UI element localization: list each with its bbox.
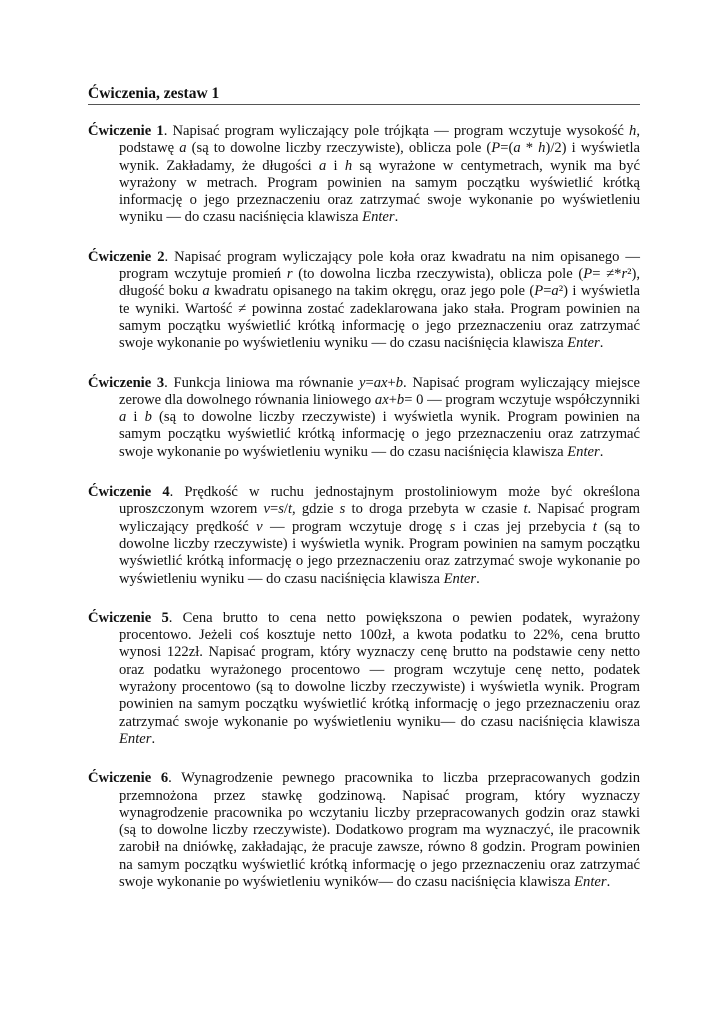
math-var: h xyxy=(629,123,637,139)
math-var: t xyxy=(523,501,528,518)
exercise-text: = xyxy=(543,283,552,300)
exercise-text: i czas jej przebycia xyxy=(455,518,593,535)
key-name: Enter xyxy=(567,443,600,460)
exercise-text: . xyxy=(476,570,480,587)
exercise-text: . xyxy=(599,443,604,460)
exercise-4 xyxy=(88,484,640,588)
exercise-text: (to dowolna liczba rzeczywista), oblicza pole ( xyxy=(292,266,584,283)
exercise-text: ²) i wyświetla te wyniki. Wartość ≠ powinna zostać zadeklarowana jako stała. Program powinien na samym początku wyświetlić krótką informację o jego przeznaczeniu oraz zatrzymać swoje wykonanie po wyświetleniu wyniku — do czasu naciśnięcia klawisza xyxy=(119,283,640,352)
exercise-label: Ćwiczenie xyxy=(88,248,152,265)
math-var: P xyxy=(491,140,501,157)
page-title: Ćwiczenia, zestaw 1 xyxy=(88,85,640,105)
exercise-text: . xyxy=(151,730,156,747)
math-var: t xyxy=(592,518,597,535)
exercise-text: (są to dowolne liczby rzeczywiste), oblicza pole ( xyxy=(186,140,492,157)
exercise-label: Ćwiczenie xyxy=(88,609,152,626)
exercise-1 xyxy=(88,123,640,227)
exercise-text: i xyxy=(326,157,345,174)
exercise-text: )/2) i wyświetla wynik. Zakładamy, że długości xyxy=(119,140,640,174)
exercise-text: , gdzie xyxy=(292,501,340,518)
key-name: Enter xyxy=(362,209,395,226)
math-var: a xyxy=(202,283,210,300)
exercise-text: = xyxy=(365,374,374,391)
exercise-text: to droga przebyta w czasie xyxy=(345,501,524,518)
exercise-label: Ćwiczenie xyxy=(88,770,152,787)
exercise-text: =( xyxy=(500,140,514,157)
math-var: b xyxy=(395,374,404,391)
exercise-text: . Wynagrodzenie pewnego pracownika to liczba przepracowanych godzin przemnożona przez stawkę godzinową. Napisać program, który wyznaczy wynagrodzenie pracownika po wczytaniu liczby przepracowanych godzin oraz stawki (są to dowolne liczby rzeczywiste). Dodatkowo program ma wyznaczyć, ile pracownik zarobił na dniówkę, zakładając, że pracuje zawsze, równo 8 godzin. Program powinien na samym początku wyświetlić krótką informację o jego przeznaczeniu oraz zatrzymać swoje wykonanie po wyświetleniu wyników— do czasu naciśnięcia klawisza xyxy=(119,770,641,890)
exercise-text: . xyxy=(599,335,604,352)
exercise-text: . Napisać program wyliczający pole koła oraz kwadratu na nim opisanego — program wczytuje promień xyxy=(119,248,640,283)
exercise-text: są wyrażone w centymetrach, wynik ma być wyrażony w metrach. Program powinien na samym początku wyświetlić krótką informację o jego przeznaczeniu oraz zatrzymać swoje wykonanie po wyświetleniu wyniku — do czasu naciśnięcia klawisza xyxy=(119,157,640,226)
exercise-label: Ćwiczenie xyxy=(88,374,152,391)
exercise-text: — program wczytuje drogę xyxy=(262,518,450,535)
exercise-text: . Funkcja liniowa ma równanie xyxy=(164,374,359,391)
exercise-text: ²), długość boku xyxy=(119,266,641,300)
math-var: ax xyxy=(373,374,388,391)
exercise-text: = xyxy=(269,501,279,518)
exercise-6 xyxy=(88,770,640,891)
exercise-text: . Prędkość w ruchu jednostajnym prostoliniowym może być określona uproszczonym wzorem xyxy=(119,484,640,518)
exercise-text: (są to dowolne liczby rzeczywiste) i wyświetla wynik. Program powinien na samym początku wyświetlić krótką informację o jego przeznaczeniu oraz zatrzymać swoje wykonanie po wyświetleniu wyniku — do czasu naciśnięcia klawisza xyxy=(119,409,640,460)
exercise-text: + xyxy=(388,391,397,408)
exercise-text: kwadratu opisanego na takim okręgu, oraz jego pole ( xyxy=(209,283,535,300)
exercise-label: Ćwiczenie xyxy=(88,484,152,501)
math-var: P xyxy=(583,266,593,283)
exercise-text: . Napisać program wyliczający pole trójkąta — program wczytuje wysokość xyxy=(163,123,630,139)
key-name: Enter xyxy=(119,730,152,747)
exercise-5 xyxy=(88,610,640,748)
exercise-list xyxy=(88,123,640,913)
exercise-text: . Napisać program wyliczający miejsce zerowe dla dowolnego równania liniowego xyxy=(119,374,640,408)
key-name: Enter xyxy=(567,335,600,352)
exercise-label: Ćwiczenie xyxy=(88,123,152,139)
math-var: P xyxy=(534,283,544,300)
exercise-number: 3 xyxy=(156,374,165,391)
exercise-text: . xyxy=(606,873,611,890)
math-var: s xyxy=(339,501,346,518)
exercise-text: * xyxy=(520,140,539,157)
exercise-text: = 0 — program wczytuje współczynniki xyxy=(404,391,640,408)
exercise-number: 5 xyxy=(161,609,169,626)
exercise-3 xyxy=(88,375,640,461)
math-var: s xyxy=(449,518,456,535)
math-var: a xyxy=(513,140,521,157)
math-var: h xyxy=(538,140,546,157)
math-var: ax xyxy=(374,391,389,408)
exercise-text: . Cena brutto to cena netto powiększona o pewien podatek, wyrażony procentowo. Jeżeli coś kosztuje netto 100zł, a kwota podatku to 22%, cena brutto wynosi 122zł. Napisać program, który wyznaczy cenę brutto na podstawie ceny netto oraz podatku wyrażonego procentowo — program wczytuje cenę netto, podatek wyrażony procentowo (są to dowolne liczby rzeczywiste) i wyświetla wynik. Program powinien na samym początku wyświetlić krótką informację o jego przeznaczeniu oraz zatrzymać swoje wykonanie po wyświetleniu wyniku— do czasu naciśnięcia klawisza xyxy=(119,609,640,730)
math-var: t xyxy=(287,501,293,518)
math-var: r xyxy=(286,266,293,283)
exercise-text: . xyxy=(394,209,399,226)
math-var: a xyxy=(179,140,187,157)
math-var: s xyxy=(278,501,284,518)
math-var: h xyxy=(344,157,353,174)
math-var: b xyxy=(396,391,405,408)
exercise-number: 1 xyxy=(156,123,164,139)
exercise-text: i xyxy=(126,409,145,426)
exercise-number: 2 xyxy=(157,248,165,265)
math-var: a xyxy=(551,283,559,300)
key-name: Enter xyxy=(443,570,477,587)
exercise-number: 6 xyxy=(160,770,169,787)
math-var: y xyxy=(359,374,366,391)
math-var: a xyxy=(318,157,327,174)
exercise-text: , podstawę xyxy=(119,123,640,157)
math-var: b xyxy=(144,409,152,426)
exercise-text: + xyxy=(387,374,396,391)
key-name: Enter xyxy=(574,873,607,890)
exercise-2 xyxy=(88,249,640,353)
exercise-text: (są to dowolne liczby rzeczywiste) i wyświetla wynik. Program powinien na samym początku wyświetlić krótką informację o jego przeznaczeniu oraz zatrzymać swoje wykonanie po wyświetleniu wyniku — do czasu naciśnięcia klawisza xyxy=(119,518,640,587)
math-var: v xyxy=(263,501,270,518)
exercise-text: / xyxy=(283,501,288,518)
exercise-number: 4 xyxy=(162,484,170,501)
exercise-text: = ≠* xyxy=(592,266,622,283)
math-var: r xyxy=(621,266,628,283)
math-var: a xyxy=(119,409,127,426)
math-var: v xyxy=(256,518,263,535)
exercise-text: . Napisać program wyliczający prędkość xyxy=(119,501,640,535)
